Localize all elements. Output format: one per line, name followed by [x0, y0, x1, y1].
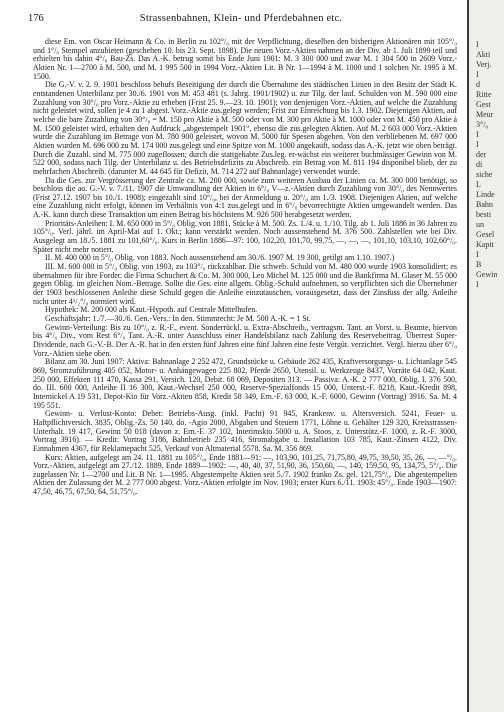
adjacent-fragment: Ritte — [476, 90, 492, 99]
page-header — [28, 13, 454, 29]
body-text — [33, 38, 457, 497]
adjacent-fragment: L — [476, 180, 481, 189]
paragraph-capital-history: diese Em. von Oscar Heimann & Co. in Berlin zu 102°/₀ mit der Verpflichtung, dieselben den bisherigen Aktionären mit 105°/₀ und 1°/₀ Stempel anzubieten (geschehen 10. bis 23. Sept. 1898). Die neuen Vorz.-Aktien nahmen an der Div. ab 1. Juli 1899 teil und erhielten bis dahin 4°/₀ Bau-Zs. Das A.-K. betrug somit bis Ende Juni 1901: M. 3 300 000 und zwar M. 1 304 500 in 2609 Vorz.-Aktien Nr. 1—2700 à M. 500, und M. 1 995 500 in 1994 Vorz.-Aktien Lit. B Nr. 1—1994 à M. 1000 und 1 solchen Nr. 1995 à M. 1500. — [33, 37, 457, 81]
adjacent-fragment: un — [476, 220, 484, 229]
paragraph-hypothek: Hypothek: M. 200 000 als Kaut.-Hypoth. auf Centrale Mittelhufen. — [45, 305, 258, 315]
paragraph-gv-1901: Die G.-V. v. 2. 9. 1901 beschloss behufs Beseitigung der durch die Übernahme des städtischen Linien in den Besitz der Stadt K. entstandenen Unterbilanz per 30./6. 1901 von M. 453 481 (s. Jahrg. 1901/1902) u. zur Tilg. der lauf. Schulden von M. 590 000 eine Zuzahlung von 30°/₀ pro Vorz.-Aktie zu erheben (Frist 25. 9.—23. 10. 1901); von denjenigen Vorz.-Aktien, auf welche die Zuzahlung nicht geleistet wird, sollen je 4 zu 1 abgest. Vorz.-Aktie zus.gelegt werden; Frist zur Einreichung bis 1.3. 1902. Diejenigen Aktien, auf welche die bare Zuzahlung von 30°/₀ = M. 150 pro Aktie à M. 500 oder von M. 300 pro Aktie à M. 1000 oder von M. 450 pro Aktie à M. 1500 geleistet wird, erhalten den Aufdruck „abgestempelt 1901“, ebenso die zus.gelegten Aktien. Auf M. 2 603 000 Vorz.-Aktien wurde die Zuzahlung im Betrage von M. 780 900 geleistet, wovon M. 5000 für Spesen abgehen. Von den verbliebenen M. 697 000 Aktien wurden M. 696 000 zu M. 174 000 zus.gelegt und eine Spitze von M. 1000 angekauft, sodass das A.-K. jetzt wie oben beträgt. Durch die Zuzahl. sind M. 775 000 zugeflossen; durch die stattgehabte Zus.leg. er-wächst ein weiterer buchmässiger Gewinn von M. 522 000, sodass nach Tilg. der Unterbilanz u. des Betriebsdefizits zu Abschreib. ein Betrag von M. 811 194 disponibel blieb, der zu mehrfachen Abschreib. (darunter M. 44 645 für Defizit, M. 714 272 auf Bahnanlage) verwendet wurde. — [33, 80, 457, 176]
adjacent-fragment: Meur — [476, 110, 494, 119]
paragraph-gewinn-verlust: Gewinn- u. Verlust-Konto: Debet: Betriebs-Ausg. (inkl. Pacht) 91 945, Krankenv. u. Altersversich. 5241, Feuer- u. Haftpflichtversich. 3835, Oblig.-Zs. 50 140, do. -Agio 2000, Abgaben und Steuern 1771, Löhne u. Gehälter 129 320, Kreisstrassen-Unterhalt. 19 417, Gewinn 50 018 (davon z. Ern.-F. 37 102, Interimskto 5000 u. A. Stoos, z. Unterstütz.-F. 1000, z. R.-F. 3000, Vortrag 3916). — Kredit: Vortrag 3186, Bahnbetrieb 235 416, Stromabgabe u. Installation 103 785, Kaut.-Zinsen 4122, Div. Einnahmen 4367, für Reklamepacht 525, Verkauf von Altmaterial 5578. Sa. M. 356 869. — [33, 409, 457, 453]
adjacent-fragment: I — [476, 40, 479, 49]
adjacent-fragment: besti — [476, 210, 492, 219]
adjacent-fragment: 3°/₀ — [476, 120, 489, 129]
adjacent-fragment: Linde — [476, 190, 495, 199]
adjacent-fragment: der — [476, 150, 487, 159]
adjacent-fragment: I — [476, 130, 479, 139]
adjacent-fragment: Kapit — [476, 240, 494, 249]
adjacent-fragment: I — [476, 250, 479, 259]
running-title: Strassenbahnen, Klein- und Pferdebahnen etc. — [139, 13, 343, 24]
paragraph-gewinn-verteilung: Gewinn-Verteilung: Bis zu 10°/₀ z. R.-F., event. Sonderrückl. u. Extra-Abschreib., vertragsm. Tant. an Vorst. u. Beamte, hiervon bis 4°/₀ Div., vom Rest 6°/₀ Tant. A.-R. unter Ausschluss einer Handelsbilanz nach Zahlung des Reservebeitrag. Überrest Super-Dividende, nach G.-V.-B. Der A.-R. hat in den ersten fünf Jahren eine fünf Jahren eine feste Vergüt. verzichtet. Vergl. hierzu über 6°/₀ Vorz.-Aktien siehe oben. — [33, 322, 457, 358]
adjacent-fragment: Gest — [476, 100, 491, 109]
adjacent-fragment: siche — [476, 170, 493, 179]
adjacent-page-fragments — [476, 40, 504, 290]
adjacent-fragment: Gewin — [476, 270, 498, 279]
paragraph-anleihe-iii: III. M. 600 000 in 5°/₀ Oblig. von 1903, zu 103°/₀ rückzahlbar. Die schweb. Schuld von M. 480 000 wurde 1903 konsolidiert; es übernahmen für ihre Forder. die Firma Schuchert & Co. M. 300 000, Leo Michel M. 125 000 und die Bankfirma M. Glaser M. 55 000 gegen Oblig. im gleichen Nom.-Betrage. Sollte die Ges. eine allgem. Oblig.-Schuld aufnehmen, so verpflichten sich die Übernehmer der 1903 beschlossenen Anleihe diese Schuld gegen die Anleihe einzutauschen, vorausgesetzt, dass der Zinsfuss der allg. Anleihe nicht unter 4¹/₂°/₀ normiert wird. — [33, 262, 457, 306]
page-number: 176 — [28, 13, 44, 24]
adjacent-fragment: I — [476, 280, 479, 289]
adjacent-fragment: d — [476, 80, 480, 89]
paragraph-kurs: Kurs: Aktien, aufgelegt am 24. 11. 1881 zu 105°/₀, Ende 1881—91: —, 103,90, 101,25, 71,75,80, 49,75, 39,50, 35, 26, —, —°/₀. Vorz.-Aktien, aufgelegt am 27./12. 1889. Ende 1889—1902: —, 40, 40, 37, 51,90, 36, 150,60, —, 140, 159,50, 95, 134,75, 5°/₀. Die zugelassen Nr. 1—2700 und Lit. B Nr. 1—1995. Abgestempelte Aktien seit 5./7. 1902 franko Zs. gel. 121,75°/₀. Die abgestempelten Aktien der Zulassung der M. 2 777 000 abgest. Vorz.-Aktien erfolgte im Nov. 1903; erster Kurs 6./11. 1903: 45°/₀. Ende 1903—1907: 47,50, 46,75, 67,50, 64, 51,75°/₀. — [33, 452, 457, 497]
paragraph-anleihe-ii: II. M. 400 000 in 5°/₀ Oblig. von 1883. Noch aussenstehend am 30./6. 1907 M. 19 300, getilgt am 1.10. 1907.) — [45, 253, 395, 263]
adjacent-fragment: Gesel — [476, 230, 495, 239]
adjacent-fragment: Verj. — [476, 60, 492, 69]
paragraph-geschaeftsjahr: Geschäftsjahr: 1./7.—30./6. Gen.-Vers.: In den. Stimmrecht: Je M. 500 A.-K. = 1 St. — [45, 314, 311, 323]
paragraph-bilanz: Bilanz am 30. Juni 1907: Aktiva: Bahnanlage 2 252 472, Grundstücke u. Gebäude 262 435, Kraftversorgungs- u. Lichtanlage 545 869, Stromzuführung 405 052, Motor- u. Anhängewagen 225 802, Pferde 2650, Utensil. u. Werkzeuge 8437, Vorräte 64 042, Kaut. 250 000, Effekten 111 470, Kassa 291, Versich. 120, Debit. 68 069, Depositen 313. — Passiva: A.-K. 2 777 000, Oblig. I. 376 500, do. III. 600 000, Anleihe II 16 300, Kaut.-Wechsel 250 000, Reserve-Spezialfonds 15 000, Unterst.-F. 8218, Kaut.-Kredit 898, Internickel A 19 531, Depot-Kto für Vorz.-Aktien 858, Kredit 58 349, Ern.-F. 63 000, K.-F. 6000, Gewinn (Vortrag) 3916. Sa. M. 4 195 551. — [33, 357, 457, 410]
adjacent-fragment: I — [476, 140, 479, 149]
adjacent-fragment: di — [476, 160, 483, 169]
paragraph-prioritaets-anleihen: Prioritäts-Anleihen: I. M. 650 000 in 5°/₀ Oblig. von 1881, Stücke à M. 500. Zs. 1./4. u. 1./10. Tilg. ab 1. Juli 1886 in 36 Jahren zu 105°/₀. Verl. jährl. im April-Mai auf 1. Okt.; kann verstärkt werden. Noch aussenstehend M. 376 500. Zahlstellen wie bei Div. Ausgelegt am 18./5. 1881 zu 101,60°/₀. Kurs in Berlin 1886—97: 100, 102,20, 101,70, 99,75, —, —, —, 101,10, 103,10, 102,60°/₀. Später nicht mehr notiert. — [33, 218, 457, 254]
adjacent-fragment: Bahn — [476, 200, 493, 209]
adjacent-fragment: Akti — [476, 50, 491, 59]
paragraph-gv-1907: Da die Ges. zur Vergrösserung der Zentrale ca. M. 200 000, sowie zum weiteren Ausbau der Linien ca. M. 300 000 benötigt, so beschloss die ao. G.-V. v. 7./11. 1907 die Umwandlung der Aktien in 6°/₀ V—z.-Aktien durch Zuzahlung von 30°/₀ des Nennwertes (Frist 27.12. 1907 bis 10./1. 1908); eingezahlt sind 10°/₀, bei der Anmeldung u. 20°/₀ am 1./3. 1908. Diejenigen Aktien, auf welche eine Zuzahlung nicht erfolgt, können im Verhältnis von 4:1 zus.gelegt und in 6°/₀ bevorrechtigte Aktien umgewandelt werden. Das A.-K. kann durch diese Transaktion um einen Betrag bis höchstens M. 926 500 herabgesetzt werden. — [33, 175, 457, 220]
adjacent-fragment: B — [476, 260, 482, 269]
adjacent-fragment: I — [476, 70, 479, 79]
